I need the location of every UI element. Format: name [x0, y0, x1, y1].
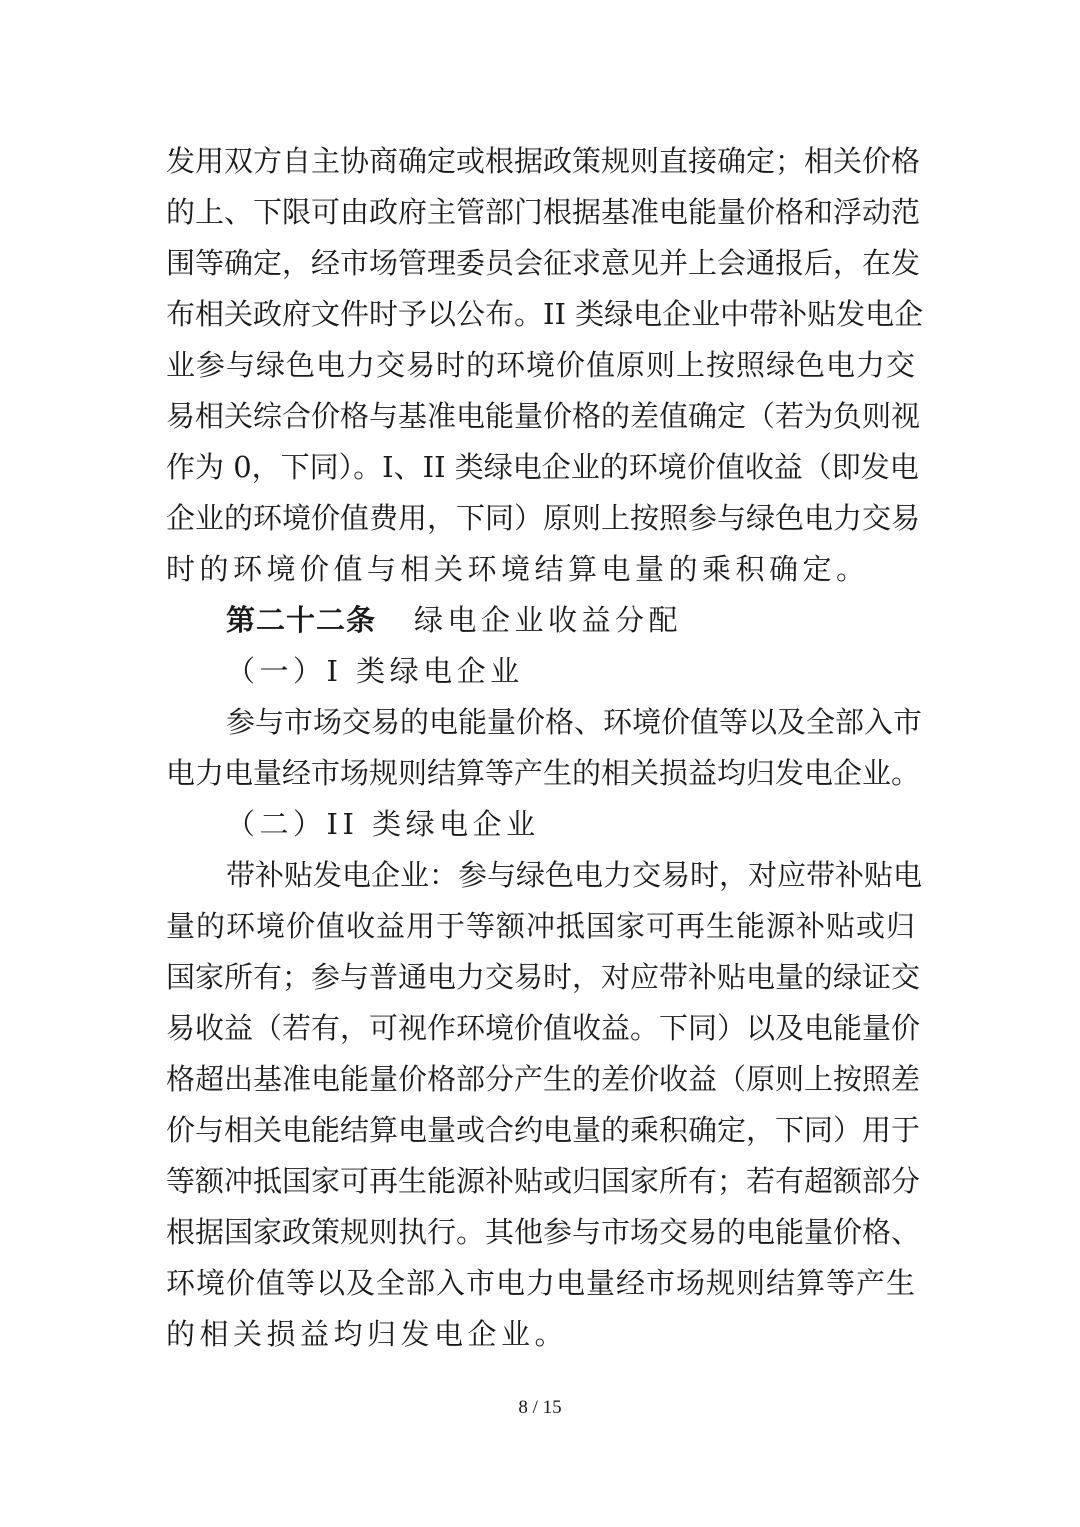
- paragraph-line: 参与市场交易的电能量价格、环境价值等以及全部入市: [226, 705, 923, 739]
- article-heading: [226, 602, 926, 638]
- article-number: 第二十二条: [226, 603, 377, 637]
- paragraph-line: 作为 0，下同）。I、II 类绿电企业的环境价值收益（即发电: [166, 450, 919, 484]
- paragraph-line: 围等确定，经市场管理委员会征求意见并上会通报后，在发: [166, 246, 921, 280]
- paragraph-line: 价与相关电能结算电量或合约电量的乘积确定，下同）用于: [166, 1113, 921, 1147]
- paragraph-line: 业参与绿色电力交易时的环境价值原则上按照绿色电力交: [166, 348, 917, 382]
- paragraph-line: 时的环境价值与相关环境结算电量的乘积确定。: [166, 552, 870, 586]
- paragraph-line: 根据国家政策规则执行。其他参与市场交易的电能量价格、: [166, 1215, 921, 1249]
- paragraph-line: 量的环境价值收益用于等额冲抵国家可再生能源补贴或归: [166, 909, 917, 943]
- article-title: 绿电企业收益分配: [414, 603, 683, 637]
- section-heading: （二）II 类绿电企业: [226, 807, 540, 841]
- paragraph-line: 格超出基准电能量价格部分产生的差价收益（原则上按照差: [166, 1062, 921, 1096]
- paragraph-line: 的相关损益均归发电企业。: [166, 1317, 569, 1351]
- paragraph-line: 企业的环境价值费用，下同）原则上按照参与绿色电力交易: [166, 501, 921, 535]
- paragraph-line: 带补贴发电企业：参与绿色电力交易时，对应带补贴电: [226, 858, 923, 892]
- page-number: 8 / 15: [518, 1397, 562, 1418]
- section-heading: （一）I 类绿电企业: [226, 654, 524, 688]
- paragraph-line: 易收益（若有，可视作环境价值收益。下同）以及电能量价: [166, 1011, 921, 1045]
- paragraph-line: 环境价值等以及全部入市电力电量经市场规则结算等产生: [166, 1266, 917, 1300]
- paragraph-line: 的上、下限可由政府主管部门根据基准电能量价格和浮动范: [166, 195, 921, 229]
- paragraph-line: 国家所有；参与普通电力交易时，对应带补贴电量的绿证交: [166, 960, 921, 994]
- paragraph-line: 布相关政府文件时予以公布。II 类绿电企业中带补贴发电企: [166, 297, 924, 331]
- paragraph-line: 等额冲抵国家可再生能源补贴或归国家所有；若有超额部分: [166, 1164, 921, 1198]
- paragraph-line: 发用双方自主协商确定或根据政策规则直接确定；相关价格: [166, 144, 921, 178]
- paragraph-line: 易相关综合价格与基准电能量价格的差值确定（若为负则视: [166, 399, 921, 433]
- paragraph-line: 电力电量经市场规则结算等产生的相关损益均归发电企业。: [166, 756, 921, 790]
